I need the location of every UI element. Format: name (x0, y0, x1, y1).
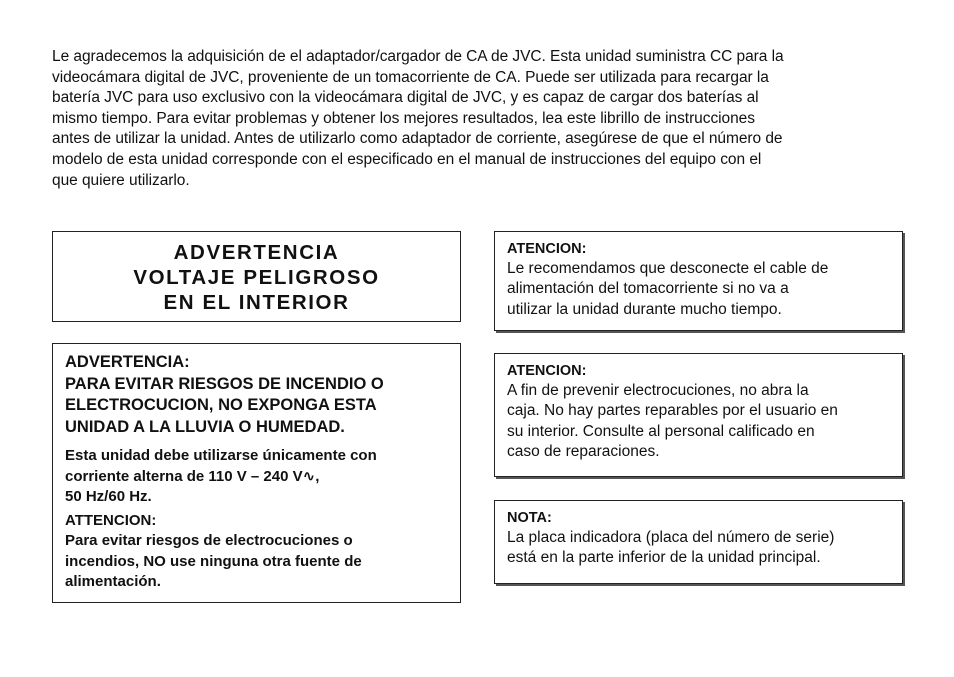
caution-text (507, 381, 890, 462)
attention-label: ATTENCION: (65, 511, 157, 529)
danger-title-line: VOLTAJE PELIGROSO (133, 266, 380, 289)
intro-line: videocámara digital de JVC, proveniente de un tomacorriente de CA. Puede ser utilizada para recargar la (52, 68, 769, 86)
note-label: NOTA: (507, 510, 552, 526)
note-line: está en la parte inferior de la unidad principal. (507, 549, 821, 567)
caution-unplug-box (494, 231, 903, 331)
caution-line: utilizar la unidad durante mucho tiempo. (507, 300, 782, 318)
caution-line: caja. No hay partes reparables por el usuario en (507, 402, 838, 420)
rating-plate-note-box (494, 500, 903, 584)
note-text (507, 528, 890, 569)
caution-label: ATENCION: (507, 363, 587, 379)
caution-text (507, 259, 890, 320)
attention-line: alimentación. (65, 573, 161, 590)
intro-line: Le agradecemos la adquisición de el adaptador/cargador de CA de JVC. Esta unidad suministra CC para la (52, 48, 784, 65)
danger-title-line: ADVERTENCIA (173, 241, 340, 264)
caution-line: Le recomendamos que desconecte el cable de (507, 260, 829, 277)
power-line: 50 Hz/60 Hz. (65, 488, 152, 505)
danger-voltage-box (52, 231, 461, 322)
attention-line: incendios, NO use ninguna otra fuente de (65, 552, 362, 570)
fire-warning-box (52, 343, 461, 603)
danger-title-line: EN EL INTERIOR (163, 291, 350, 314)
caution-shock-box (494, 353, 903, 477)
caution-line: caso de reparaciones. (507, 442, 660, 460)
warning-line: UNIDAD A LA LLUVIA O HUMEDAD. (65, 417, 345, 436)
intro-line: mismo tiempo. Para evitar problemas y obtener los mejores resultados, lea este librillo de instrucciones (52, 109, 755, 127)
warning-line: ELECTROCUCION, NO EXPONGA ESTA (65, 396, 377, 414)
power-requirement-text (65, 446, 448, 508)
attention-section (65, 511, 448, 593)
warning-line: PARA EVITAR RIESGOS DE INCENDIO O (65, 374, 384, 393)
intro-paragraph (52, 47, 902, 191)
caution-line: su interior. Consulte al personal calificado en (507, 422, 815, 440)
caution-label: ATENCION: (507, 241, 587, 257)
note-line: La placa indicadora (placa del número de serie) (507, 529, 835, 546)
attention-line: Para evitar riesgos de electrocuciones o (65, 532, 353, 549)
power-line: Esta unidad debe utilizarse únicamente con (65, 447, 377, 464)
intro-line: batería JVC para uso exclusivo con la videocámara digital de JVC, y es capaz de cargar dos baterías al (52, 89, 759, 107)
power-line: corriente alterna de 110 V – 240 V∿, (65, 467, 320, 485)
fire-warning-heading (65, 352, 448, 438)
caution-line: A fin de prevenir electrocuciones, no abra la (507, 382, 809, 399)
caution-line: alimentación del tomacorriente si no va a (507, 280, 789, 298)
intro-line: modelo de esta unidad corresponde con el especificado en el manual de instrucciones del equipo con el (52, 150, 762, 168)
intro-line: antes de utilizar la unidad. Antes de utilizarlo como adaptador de corriente, asegúrese de que el número de (52, 130, 783, 148)
warning-label: ADVERTENCIA: (65, 353, 190, 371)
intro-line: que quiere utilizarlo. (52, 171, 190, 189)
